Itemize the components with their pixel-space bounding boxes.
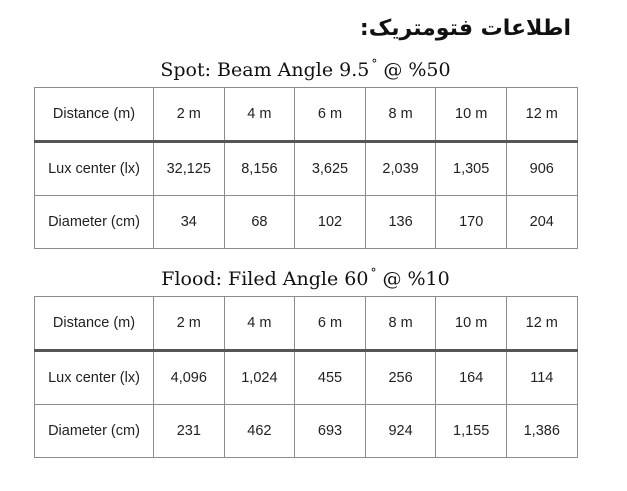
flood-photometric-table: [34, 296, 578, 458]
header-cell-distance: Distance (m): [35, 88, 154, 142]
header-cell: 12 m: [506, 88, 577, 142]
table-header-row: [35, 297, 578, 351]
table-cell: 102: [295, 196, 366, 249]
table-cell: 2,039: [365, 142, 436, 196]
photometric-info-heading: اطلاعات فتومتریک:: [359, 16, 571, 41]
spot-title-suffix: @ %50: [383, 59, 451, 81]
table-cell: 68: [224, 196, 295, 249]
table-row-lux-center: [35, 351, 578, 405]
table-cell: 1,155: [436, 405, 507, 458]
table-cell: 114: [506, 351, 577, 405]
cropped-text-fragment: [0, 0, 627, 2]
table-cell: 924: [365, 405, 436, 458]
table-cell: 136: [365, 196, 436, 249]
table-cell: 204: [506, 196, 577, 249]
header-cell: 4 m: [224, 88, 295, 142]
table-cell: 4,096: [154, 351, 225, 405]
table-cell: 3,625: [295, 142, 366, 196]
table-cell: 906: [506, 142, 577, 196]
table-cell: 32,125: [154, 142, 225, 196]
table-header-row: [35, 88, 578, 142]
header-cell: 8 m: [365, 297, 436, 351]
table-cell: 455: [295, 351, 366, 405]
header-cell: 4 m: [224, 297, 295, 351]
table-row-lux-center: [35, 142, 578, 196]
row-label-lux-center: Lux center (lx): [35, 142, 154, 196]
flood-title-suffix: @ %10: [382, 268, 450, 290]
header-cell: 10 m: [436, 297, 507, 351]
spot-table-title: [34, 57, 577, 85]
table-cell: 1,386: [506, 405, 577, 458]
table-cell: 693: [295, 405, 366, 458]
header-cell: 2 m: [154, 88, 225, 142]
degree-symbol: °: [370, 266, 377, 280]
header-cell-distance: Distance (m): [35, 297, 154, 351]
header-cell: 10 m: [436, 88, 507, 142]
table-cell: 231: [154, 405, 225, 458]
table-row-diameter: [35, 196, 578, 249]
header-cell: 12 m: [506, 297, 577, 351]
table-cell: 164: [436, 351, 507, 405]
table-cell: 1,305: [436, 142, 507, 196]
spot-photometric-table: [34, 87, 578, 249]
table-cell: 462: [224, 405, 295, 458]
row-label-lux-center: Lux center (lx): [35, 351, 154, 405]
row-label-diameter: Diameter (cm): [35, 196, 154, 249]
table-cell: 256: [365, 351, 436, 405]
table-row-diameter: [35, 405, 578, 458]
flood-title-prefix: Flood: Filed Angle 60: [161, 268, 369, 290]
table-cell: 1,024: [224, 351, 295, 405]
header-cell: 8 m: [365, 88, 436, 142]
flood-table-title: [34, 266, 577, 294]
row-label-diameter: Diameter (cm): [35, 405, 154, 458]
table-cell: 8,156: [224, 142, 295, 196]
degree-symbol: °: [371, 57, 378, 71]
header-cell: 2 m: [154, 297, 225, 351]
header-cell: 6 m: [295, 297, 366, 351]
header-cell: 6 m: [295, 88, 366, 142]
table-cell: 170: [436, 196, 507, 249]
table-cell: 34: [154, 196, 225, 249]
spot-title-prefix: Spot: Beam Angle 9.5: [160, 59, 370, 81]
